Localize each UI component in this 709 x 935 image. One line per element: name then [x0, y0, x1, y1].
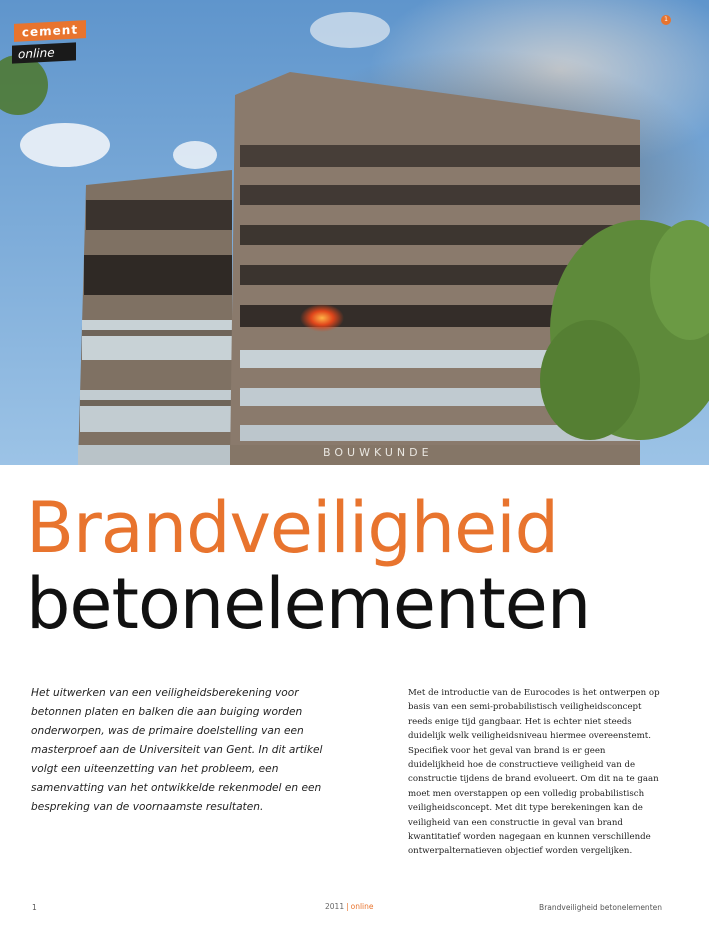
cloud	[20, 123, 110, 167]
title-line-1: Brandveiligheid	[26, 487, 559, 569]
footer-page-number: 1	[32, 903, 37, 912]
intro-paragraph: Het uitwerken van een veiligheidsberekening voor betonnen platen en balken die aan buiging worden onderworpen, was de primaire doelstelling van een masterproef aan de Universiteit van Gent. In dit artikel volgt een uiteenzetting van het probleem, een samenvatting van het ontwikkelde rekenmodel en een bespreking van de voornaamste resultaten.	[31, 687, 323, 813]
building-sign: BOUWKUNDE	[323, 446, 433, 459]
magazine-logo: cement	[14, 20, 86, 42]
burning-building-illustration	[0, 0, 709, 465]
hero-photo	[0, 0, 709, 465]
footer-year: 2011	[325, 902, 345, 911]
footer-running-title: Brandveiligheid betonelementen	[539, 903, 662, 912]
title-line-2: betonelementen	[26, 563, 591, 645]
footer-issue	[325, 902, 374, 911]
footer-magazine: online	[350, 902, 374, 911]
fire	[300, 304, 344, 332]
magazine-logo-sub: online	[12, 42, 76, 63]
building-left-wing	[78, 170, 232, 465]
cloud	[173, 141, 217, 169]
body-paragraph: Met de introductie van de Eurocodes is het ontwerpen op basis van een semi-probabilistisch veiligheidsconcept reeds enige tijd gangbaar. Het is echter niet steeds duidelijk welk veiligheidsniveau hiermee overeenstemt. Specifiek voor het geval van brand is er geen duidelijkheid hoe de constructieve veiligheid van de constructie tijdens de brand evolueert. Om dit na te gaan moet men overstappen op een volledig probabilistisch veiligheidsconcept. Met dit type berekeningen kan de veiligheid van een constructie in geval van brand kwantitatief worden nagegaan en kunnen verschillende ontwerpalternatieven objectief worden vergelijken.	[408, 688, 660, 857]
footer-separator: |	[346, 902, 349, 911]
page-badge: 1	[661, 15, 671, 25]
